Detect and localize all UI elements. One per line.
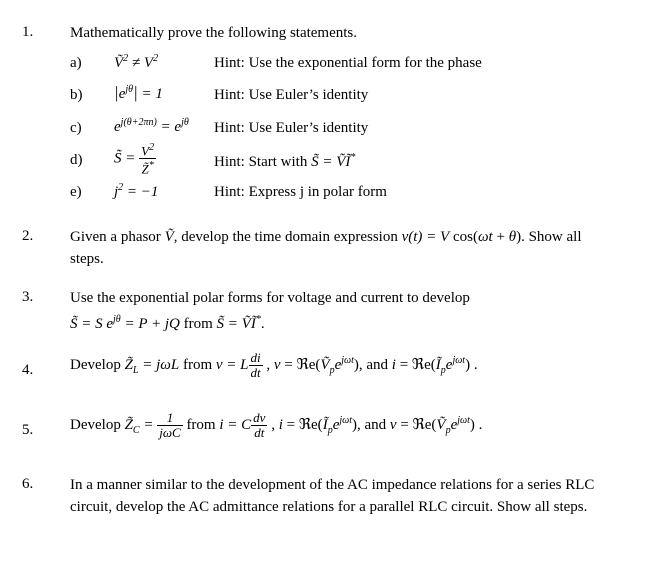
problem-text: Develop $Z̃_C$ = 1 jωC from i = C $\frac{dv}{dt}$ , $i = ℜe(Ĩ_pe^{j\omega t})$, and $v = ℜe(Ṽ_pe^{j\omega t})$ . <box>70 410 483 441</box>
problem-text: Develop $Z̃_L = j\omega L$ from v = L $\frac{di}{dt}$ , $v = ℜe(Ṽ_pe^{j\omega t})$, and $i = ℜe(Ĩ_pe^{j\omega t})$ . <box>70 350 478 381</box>
equation: $e^{j(\theta+2\pi n)} = e^{j\theta}$ <box>114 117 189 135</box>
problem-number: 3. <box>22 289 34 305</box>
equation: Ṽ$^2$ ≠ $V^2$ <box>114 53 159 71</box>
problem-number: 5. <box>22 422 34 438</box>
hint-text: Hint: Start with S̃ = ṼĨ* <box>214 152 356 170</box>
problem-text: Mathematically prove the following statements. <box>70 25 358 41</box>
hint-text: Hint: Use Euler’s identity <box>214 87 369 103</box>
problem-text: Use the exponential polar forms for voltage and current to develop S̃ = S $e^{j\theta} = P$ + jQ from S̃ = ṼĨ*. <box>70 290 470 332</box>
equation: $|e^{j\theta}| = 1$ <box>114 83 163 102</box>
equation: S̃ = $\frac{V^2}{Z̃^*}$ <box>114 142 155 177</box>
problem-number: 2. <box>22 228 34 244</box>
hint-text: Hint: Express j in polar form <box>214 184 387 200</box>
subitem-label: a) <box>70 55 82 71</box>
problem-number: 4. <box>22 362 34 378</box>
subitem-label: c) <box>70 120 82 136</box>
problem-number: 1. <box>22 24 34 40</box>
subitem-label: b) <box>70 87 83 103</box>
problem-text: In a manner similar to the development of the AC impedance relations for a series RLC circuit, develop the AC admittance relations for a parallel RLC circuit. Show all steps. <box>70 477 595 515</box>
subitem-label: d) <box>70 152 83 168</box>
hint-text: Hint: Use Euler’s identity <box>214 120 369 136</box>
equation: $j^2 = -1$ <box>114 182 159 200</box>
problem-number: 6. <box>22 476 34 492</box>
subitem-label: e) <box>70 184 82 200</box>
hint-text: Hint: Use the exponential form for the phase <box>214 55 482 71</box>
problem-text: Given a phasor Ṽ, develop the time domain expression v(t) = V cos(ωt + θ). Show all steps. <box>70 229 582 267</box>
